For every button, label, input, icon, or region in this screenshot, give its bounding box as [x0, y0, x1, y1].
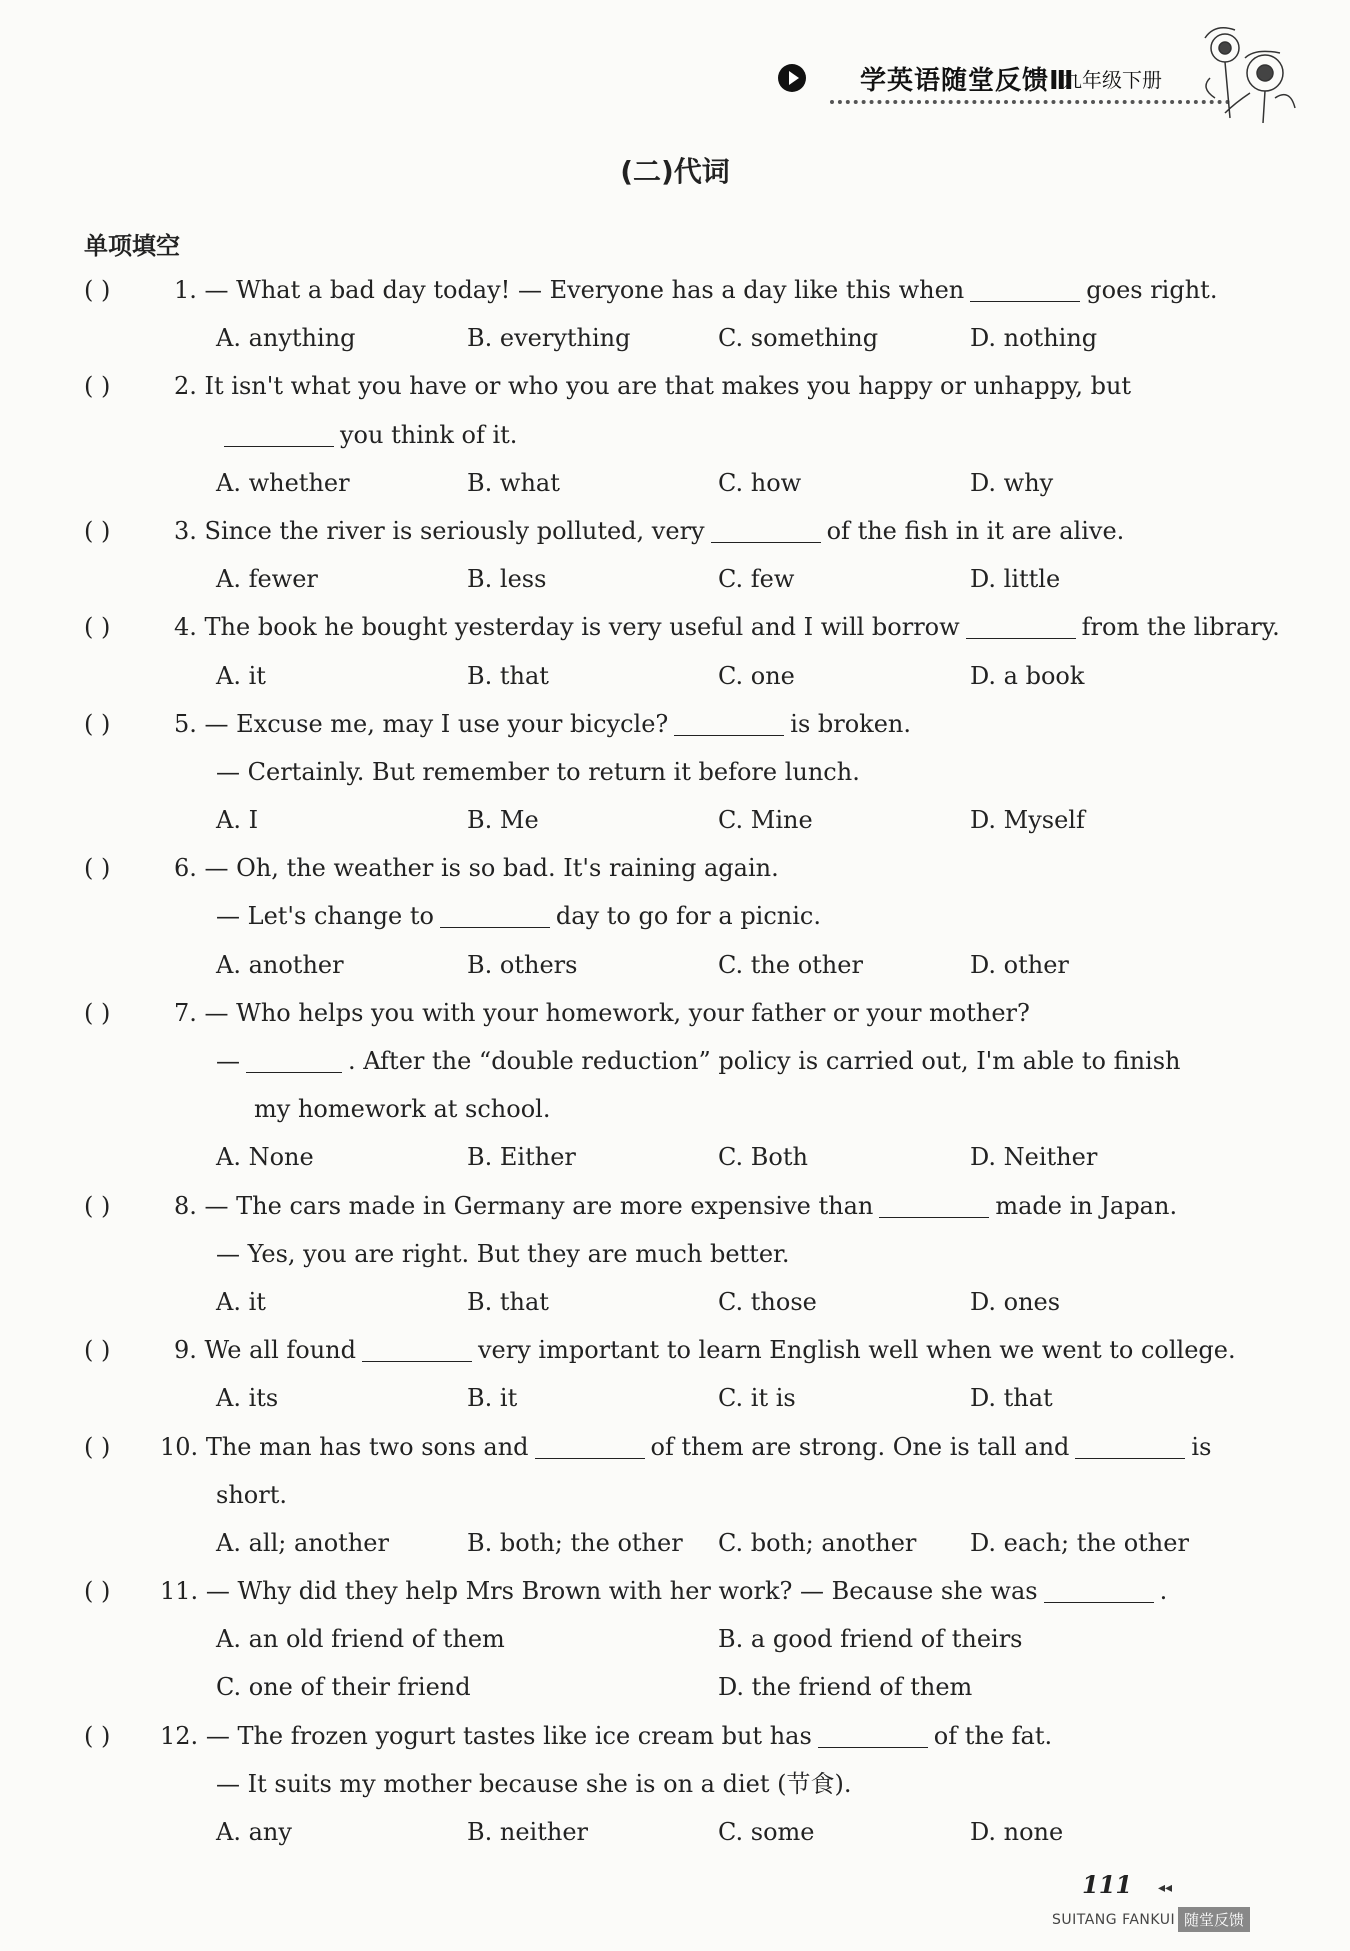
answer-blank[interactable]: [362, 1331, 472, 1362]
answer-blank[interactable]: [224, 416, 334, 447]
question-12: ( ) 12. — The frozen yogurt tastes like ice cream but has of the fat.: [84, 1712, 1234, 1760]
answer-blank[interactable]: [1044, 1572, 1154, 1603]
options-11-row1: [84, 1615, 1234, 1663]
option-b[interactable]: B. a good friend of theirs: [718, 1625, 1023, 1654]
question-6: ( ) 6. — Oh, the weather is so bad. It's raining again.: [84, 844, 1234, 892]
option-d[interactable]: D. that: [970, 1384, 1053, 1413]
options-7: [84, 1133, 1234, 1181]
option-c[interactable]: C. something: [718, 324, 879, 353]
option-b[interactable]: B. everything: [467, 324, 631, 353]
option-c[interactable]: C. Both: [718, 1143, 808, 1172]
answer-paren[interactable]: ( ): [84, 1432, 111, 1461]
option-b[interactable]: B. Me: [467, 806, 539, 835]
option-d[interactable]: D. each; the other: [970, 1528, 1189, 1557]
series-name-cn: 随堂反馈: [1178, 1907, 1250, 1932]
sunflower-decoration-icon: [1195, 18, 1305, 128]
option-a[interactable]: A. it: [216, 661, 266, 690]
option-c[interactable]: C. Mine: [718, 806, 813, 835]
options-12: [84, 1808, 1234, 1856]
answer-blank[interactable]: [535, 1428, 645, 1459]
question-1: ( ) 1. — What a bad day today! — Everyone has a day like this when goes right.: [84, 266, 1234, 314]
question-7-cont: — . After the “double reduction” policy is carried out, I'm able to finish: [84, 1037, 1234, 1085]
option-a[interactable]: A. fewer: [216, 565, 318, 594]
question-8-cont: — Yes, you are right. But they are much better.: [216, 1239, 790, 1268]
option-d[interactable]: D. little: [970, 565, 1061, 594]
page-header: [0, 0, 1350, 140]
answer-paren[interactable]: ( ): [84, 1721, 111, 1750]
option-b[interactable]: B. neither: [467, 1818, 589, 1846]
option-a[interactable]: A. it: [216, 1287, 266, 1316]
option-a[interactable]: A. I: [216, 806, 259, 835]
options-4: [84, 652, 1234, 700]
header-dotted-rule: [830, 100, 1230, 104]
options-1: [84, 314, 1234, 362]
option-a[interactable]: A. whether: [216, 468, 350, 497]
option-d[interactable]: D. Neither: [970, 1143, 1098, 1172]
answer-paren[interactable]: ( ): [84, 516, 111, 545]
option-a[interactable]: A. all; another: [216, 1528, 389, 1557]
page-footer: [0, 1860, 1350, 1951]
option-b[interactable]: B. it: [467, 1384, 518, 1413]
option-b[interactable]: B. that: [467, 661, 549, 690]
option-c[interactable]: C. the other: [718, 950, 863, 979]
answer-blank[interactable]: [818, 1717, 928, 1748]
option-c[interactable]: C. how: [718, 468, 802, 497]
double-arrow-left-icon: ◂◂: [1158, 1880, 1173, 1896]
option-a[interactable]: A. any: [216, 1818, 292, 1846]
option-b[interactable]: B. others: [467, 950, 578, 979]
option-b[interactable]: B. less: [467, 565, 547, 594]
option-b[interactable]: B. Either: [467, 1143, 576, 1172]
option-b[interactable]: B. that: [467, 1287, 549, 1316]
options-8: [84, 1278, 1234, 1326]
option-b[interactable]: B. both; the other: [467, 1528, 683, 1557]
page-number: 111: [1082, 1870, 1133, 1899]
question-9: ( ) 9. We all found very important to learn English well when we went to college.: [84, 1326, 1234, 1374]
grade-label: 九年级下册: [1062, 68, 1162, 92]
option-a[interactable]: A. its: [216, 1384, 279, 1413]
answer-blank[interactable]: [711, 512, 821, 543]
play-icon: [778, 64, 806, 92]
option-c[interactable]: C. one: [718, 661, 795, 690]
question-11: ( ) 11. — Why did they help Mrs Brown with her work? — Because she was .: [84, 1567, 1234, 1615]
option-d[interactable]: D. none: [970, 1818, 1064, 1846]
options-3: [84, 555, 1234, 603]
option-d[interactable]: D. nothing: [970, 324, 1098, 353]
question-7-cont2: my homework at school.: [254, 1095, 551, 1124]
part-heading: 单项填空: [84, 232, 180, 260]
question-6-cont: — Let's change to day to go for a picnic.: [84, 892, 1234, 940]
answer-blank[interactable]: [879, 1187, 989, 1218]
question-8: ( ) 8. — The cars made in Germany are more expensive than made in Japan.: [84, 1182, 1234, 1230]
option-a[interactable]: A. anything: [216, 324, 356, 353]
question-10: ( ) 10. The man has two sons and of them are strong. One is tall and is: [84, 1423, 1234, 1471]
answer-paren[interactable]: ( ): [84, 998, 111, 1027]
question-5: ( ) 5. — Excuse me, may I use your bicycle? is broken.: [84, 700, 1234, 748]
answer-blank[interactable]: [440, 897, 550, 928]
question-10-cont: short.: [216, 1480, 287, 1509]
answer-paren[interactable]: ( ): [84, 854, 111, 883]
answer-paren[interactable]: ( ): [84, 372, 111, 401]
answer-paren[interactable]: ( ): [84, 613, 111, 642]
option-c[interactable]: C. some: [718, 1818, 815, 1846]
question-3: ( ) 3. Since the river is seriously polluted, very of the fish in it are alive.: [84, 507, 1234, 555]
option-d[interactable]: D. why: [970, 468, 1054, 497]
answer-blank[interactable]: [970, 271, 1080, 302]
question-4: ( ) 4. The book he bought yesterday is very useful and I will borrow from the library.: [84, 603, 1234, 651]
option-b[interactable]: B. what: [467, 468, 560, 497]
question-list: [84, 266, 1280, 1856]
option-c[interactable]: C. both; another: [718, 1528, 917, 1557]
option-d[interactable]: D. Myself: [970, 806, 1085, 835]
section-title: (二)代词: [620, 155, 730, 188]
option-a[interactable]: A. an old friend of them: [216, 1625, 505, 1654]
answer-blank[interactable]: [674, 705, 784, 736]
option-a[interactable]: A. None: [216, 1143, 314, 1172]
option-c[interactable]: C. those: [718, 1287, 817, 1316]
answer-paren[interactable]: ( ): [84, 1191, 111, 1220]
answer-paren[interactable]: ( ): [84, 709, 111, 738]
answer-paren[interactable]: ( ): [84, 1336, 111, 1365]
answer-blank[interactable]: [246, 1042, 342, 1073]
option-d[interactable]: D. other: [970, 950, 1069, 979]
question-2: ( ) 2. It isn't what you have or who you are that makes you happy or unhappy, but: [84, 362, 1234, 410]
options-11-row2: [84, 1663, 1234, 1711]
option-d[interactable]: D. the friend of them: [718, 1673, 973, 1702]
question-7: ( ) 7. — Who helps you with your homework, your father or your mother?: [84, 989, 1234, 1037]
option-c[interactable]: C. few: [718, 565, 795, 594]
options-9: [84, 1374, 1234, 1422]
answer-paren[interactable]: ( ): [84, 276, 111, 304]
option-d[interactable]: D. a book: [970, 661, 1085, 690]
option-c[interactable]: C. one of their friend: [216, 1673, 471, 1702]
option-d[interactable]: D. ones: [970, 1287, 1061, 1316]
options-6: [84, 941, 1234, 989]
options-5: [84, 796, 1234, 844]
answer-blank[interactable]: [966, 608, 1076, 639]
answer-paren[interactable]: ( ): [84, 1577, 111, 1606]
answer-blank[interactable]: [1075, 1428, 1185, 1459]
options-10: [84, 1519, 1234, 1567]
question-5-cont: — Certainly. But remember to return it before lunch.: [216, 757, 860, 786]
question-12-cont: — It suits my mother because she is on a diet (节食).: [216, 1769, 852, 1798]
series-name-en: SUITANG FANKUI: [1052, 1912, 1176, 1928]
question-2-cont: you think of it.: [84, 411, 1234, 459]
book-title: 学英语随堂反馈Ⅲ: [860, 66, 1075, 96]
option-c[interactable]: C. it is: [718, 1384, 796, 1413]
option-a[interactable]: A. another: [216, 950, 344, 979]
options-2: [84, 459, 1234, 507]
